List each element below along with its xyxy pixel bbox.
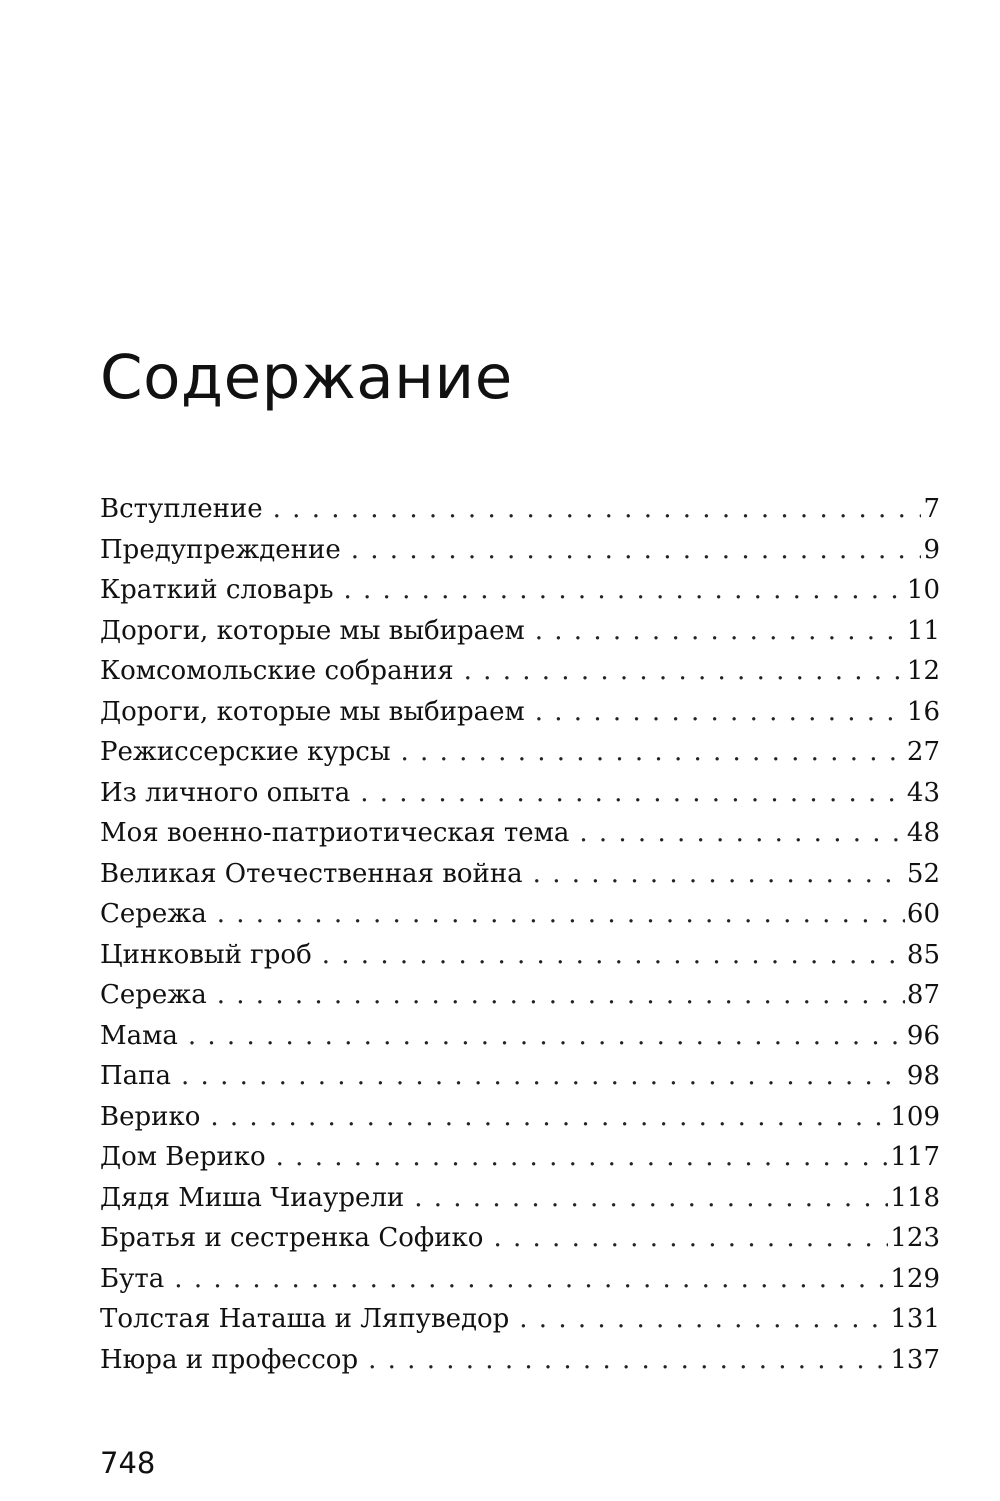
toc-entry-title: Режиссерские курсы (100, 737, 391, 767)
toc-entry[interactable] (100, 611, 940, 652)
dot-leader (210, 1097, 888, 1138)
toc-entry[interactable] (100, 1218, 940, 1259)
toc-entry[interactable] (100, 651, 940, 692)
toc-entry[interactable] (100, 1137, 940, 1178)
toc-entry-title: Сережа (100, 980, 207, 1010)
table-of-contents (100, 489, 940, 1380)
toc-entry-page: 118 (890, 1182, 940, 1213)
toc-entry[interactable] (100, 1340, 940, 1381)
dot-leader (188, 1016, 905, 1057)
dot-leader (344, 570, 905, 611)
toc-entry-title: Папа (100, 1061, 172, 1091)
toc-entry-title: Краткий словарь (100, 575, 334, 605)
dot-leader (351, 530, 922, 571)
dot-leader (579, 813, 905, 854)
toc-entry[interactable] (100, 530, 940, 571)
toc-entry-title: Дороги, которые мы выбираем (100, 696, 525, 727)
toc-entry-page: 48 (906, 818, 940, 848)
toc-entry-title: Бута (100, 1263, 165, 1294)
toc-entry-title: Дороги, которые мы выбираем (100, 615, 525, 646)
toc-entry-title: Вступление (100, 494, 263, 524)
toc-entry-title: Из личного опыта (100, 777, 351, 808)
dot-leader (368, 1340, 888, 1381)
dot-leader (276, 1137, 889, 1178)
dot-leader (181, 1056, 905, 1097)
dot-leader (493, 1218, 888, 1259)
dot-leader (464, 651, 905, 692)
toc-entry[interactable] (100, 854, 940, 895)
toc-entry[interactable] (100, 975, 940, 1016)
page-title: Содержание (100, 342, 513, 413)
toc-entry-title: Цинковый гроб (100, 939, 312, 970)
toc-entry-page: 98 (906, 1061, 940, 1091)
toc-entry-page: 109 (890, 1101, 940, 1132)
toc-entry-title: Комсомольские собрания (100, 656, 454, 686)
toc-entry-page: 10 (906, 575, 940, 605)
toc-entry-title: Братья и сестренка Софико (100, 1223, 484, 1253)
toc-entry[interactable] (100, 570, 940, 611)
toc-entry-page: 43 (906, 777, 940, 808)
toc-entry-page: 87 (906, 980, 940, 1010)
toc-entry-title: Мама (100, 1020, 178, 1051)
toc-entry-title: Дядя Миша Чиаурели (100, 1182, 405, 1213)
dot-leader (414, 1178, 888, 1219)
toc-entry-page: 123 (890, 1223, 940, 1253)
toc-entry[interactable] (100, 894, 940, 935)
dot-leader (535, 692, 905, 733)
toc-entry-page: 16 (906, 696, 940, 727)
dot-leader (401, 732, 905, 773)
toc-entry-page: 129 (890, 1263, 940, 1294)
toc-entry[interactable] (100, 732, 940, 773)
toc-entry[interactable] (100, 489, 940, 530)
dot-leader (535, 611, 905, 652)
toc-entry-title: Предупреждение (100, 534, 341, 565)
toc-entry-title: Дом Верико (100, 1142, 266, 1172)
toc-entry-title: Великая Отечественная война (100, 858, 523, 889)
toc-entry-title: Нюра и профессор (100, 1344, 359, 1375)
dot-leader (174, 1259, 888, 1300)
toc-entry-page: 11 (906, 615, 940, 646)
toc-entry-page: 27 (906, 737, 940, 767)
toc-entry[interactable] (100, 1299, 940, 1340)
toc-entry[interactable] (100, 773, 940, 814)
dot-leader (217, 894, 905, 935)
toc-entry-page: 131 (890, 1304, 940, 1334)
toc-entry-page: 60 (906, 899, 940, 929)
toc-entry-title: Толстая Наташа и Ляпуведор (100, 1304, 510, 1334)
toc-entry-page: 137 (890, 1344, 940, 1375)
toc-entry-page: 117 (890, 1142, 940, 1172)
toc-entry[interactable] (100, 1178, 940, 1219)
toc-entry[interactable] (100, 935, 940, 976)
toc-entry-page: 52 (906, 858, 940, 889)
toc-entry[interactable] (100, 1097, 940, 1138)
toc-entry-title: Сережа (100, 899, 207, 929)
dot-leader (360, 773, 905, 814)
page-number: 748 (100, 1446, 156, 1480)
toc-entry[interactable] (100, 1016, 940, 1057)
dot-leader (217, 975, 905, 1016)
toc-entry-page: 96 (906, 1020, 940, 1051)
dot-leader (322, 935, 905, 976)
toc-entry-title: Верико (100, 1101, 201, 1132)
toc-entry-page: 85 (906, 939, 940, 970)
dot-leader (273, 489, 922, 530)
toc-entry-page: 7 (923, 494, 940, 524)
toc-entry[interactable] (100, 692, 940, 733)
toc-entry[interactable] (100, 1056, 940, 1097)
toc-entry[interactable] (100, 813, 940, 854)
dot-leader (533, 854, 905, 895)
toc-entry-title: Моя военно-патриотическая тема (100, 818, 570, 848)
toc-entry-page: 12 (906, 656, 940, 686)
dot-leader (519, 1299, 888, 1340)
toc-entry[interactable] (100, 1259, 940, 1300)
toc-entry-page: 9 (923, 534, 940, 565)
